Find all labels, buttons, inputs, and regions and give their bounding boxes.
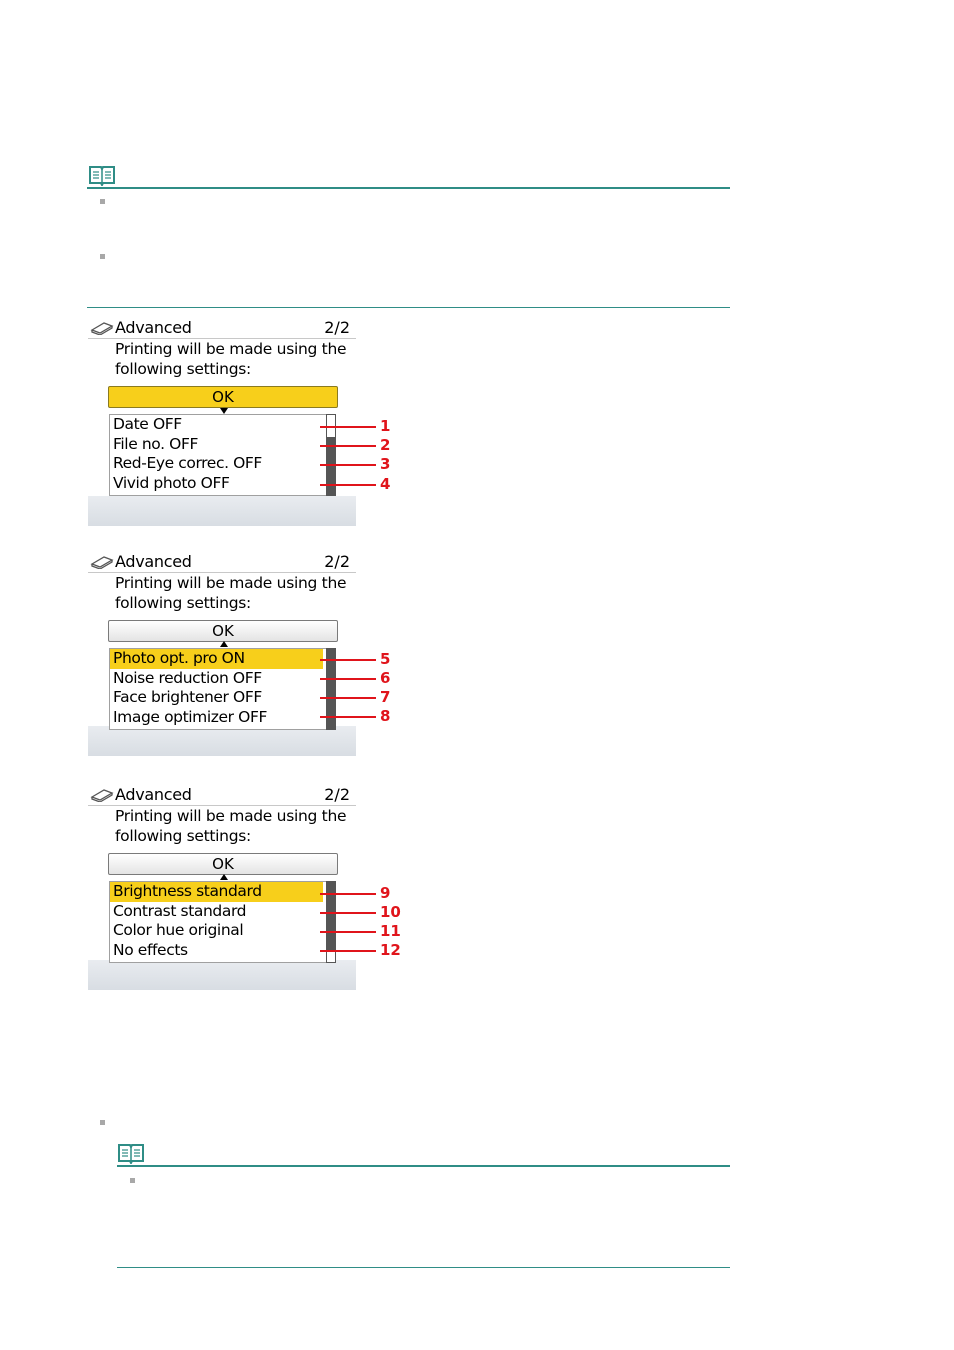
settings-list	[109, 881, 336, 963]
setting-item[interactable]: Vivid photo OFF	[113, 473, 230, 492]
ok-button[interactable]: OK	[108, 853, 338, 875]
note-bullet-1	[100, 199, 105, 204]
lcd-screen-2	[88, 550, 356, 756]
callout-number: 4	[380, 475, 391, 493]
callout-number: 1	[380, 417, 391, 435]
lcd-screen-1	[88, 316, 356, 526]
setting-item[interactable]: Image optimizer OFF	[113, 707, 267, 726]
callout-number: 9	[380, 884, 391, 902]
screen-title: Advanced	[115, 785, 192, 804]
callout-line	[320, 912, 376, 914]
note-bullet	[130, 1178, 135, 1183]
lcd-bottom-band	[88, 960, 356, 990]
screen-message: Printing will be made using the following settings:	[115, 340, 347, 378]
section-bullet	[100, 1120, 105, 1125]
callout-number: 12	[380, 941, 401, 959]
printer-paper-icon	[90, 321, 114, 335]
lcd-bottom-band	[88, 726, 356, 756]
callout-line	[320, 659, 376, 661]
callout-number: 7	[380, 688, 391, 706]
note-bottom-rule	[117, 1267, 730, 1268]
header-divider	[88, 572, 356, 573]
printer-paper-icon	[90, 555, 114, 569]
settings-list	[109, 648, 336, 730]
callout-line	[320, 464, 376, 466]
setting-item[interactable]: Contrast standard	[113, 901, 247, 920]
setting-item[interactable]: Color hue original	[113, 921, 244, 939]
setting-item[interactable]: No effects	[113, 940, 188, 959]
note-top-rule	[87, 187, 730, 189]
ok-button[interactable]: OK	[108, 386, 338, 408]
setting-item-selected[interactable]: Brightness standard	[110, 882, 323, 902]
callout-line	[320, 426, 376, 428]
callout-line	[320, 678, 376, 680]
setting-item[interactable]: Face brightener OFF	[113, 688, 262, 706]
setting-item[interactable]: Date OFF	[113, 415, 182, 433]
lcd-bottom-band	[88, 496, 356, 526]
setting-item-selected[interactable]: Photo opt. pro ON	[110, 649, 323, 669]
screen-title: Advanced	[115, 552, 192, 571]
screen-title: Advanced	[115, 318, 192, 337]
callout-line	[320, 445, 376, 447]
setting-item[interactable]: Noise reduction OFF	[113, 668, 262, 687]
callout-number: 10	[380, 903, 401, 921]
setting-item[interactable]: Red-Eye correc. OFF	[113, 454, 262, 472]
note-book-icon	[117, 1142, 145, 1164]
ok-button[interactable]: OK	[108, 620, 338, 642]
callout-line	[320, 950, 376, 952]
callout-number: 3	[380, 455, 391, 473]
callout-line	[320, 716, 376, 718]
header-divider	[88, 338, 356, 339]
scroll-up-arrow-icon	[220, 641, 228, 647]
callout-number: 5	[380, 650, 391, 668]
scroll-up-arrow-icon	[220, 874, 228, 880]
screen-message: Printing will be made using the following settings:	[115, 574, 347, 612]
printer-paper-icon	[90, 788, 114, 802]
screen-message: Printing will be made using the following settings:	[115, 807, 347, 845]
settings-list	[109, 414, 336, 496]
callout-line	[320, 697, 376, 699]
note-book-icon	[88, 164, 116, 186]
callout-line	[320, 484, 376, 486]
header-divider	[88, 805, 356, 806]
callout-number: 11	[380, 922, 401, 940]
setting-item[interactable]: File no. OFF	[113, 434, 198, 453]
callout-number: 6	[380, 669, 391, 687]
note-top-rule	[117, 1165, 730, 1167]
callout-number: 8	[380, 707, 391, 725]
note-bottom-rule	[87, 307, 730, 308]
page-indicator: 2/2	[324, 552, 350, 571]
callout-number: 2	[380, 436, 391, 454]
callout-line	[320, 931, 376, 933]
page-indicator: 2/2	[324, 785, 350, 804]
page-indicator: 2/2	[324, 318, 350, 337]
lcd-screen-3	[88, 783, 356, 990]
note-bullet-2	[100, 254, 105, 259]
callout-line	[320, 893, 376, 895]
